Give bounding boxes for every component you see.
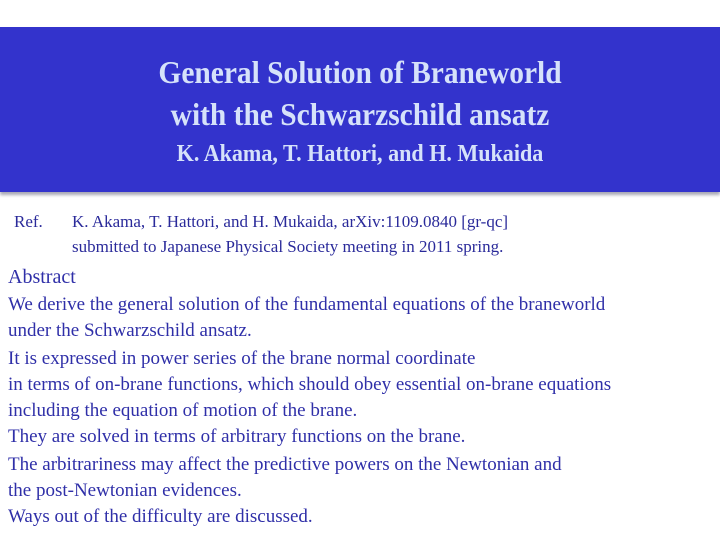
abstract-line: They are solved in terms of arbitrary functions on the brane.	[8, 426, 466, 447]
title-banner	[0, 27, 720, 192]
reference-note: submitted to Japanese Physical Society meeting in 2011 spring.	[72, 237, 504, 256]
authors: K. Akama, T. Hattori, and H. Mukaida	[176, 141, 544, 167]
abstract-heading: Abstract	[8, 266, 76, 288]
abstract-line: under the Schwarzschild ansatz.	[8, 320, 252, 341]
abstract-line: We derive the general solution of the fundamental equations of the braneworld	[8, 294, 606, 315]
abstract-line: the post-Newtonian evidences.	[8, 480, 242, 501]
title-line-2: with the Schwarzschild ansatz	[170, 96, 550, 132]
abstract-line: The arbitrariness may affect the predictive powers on the Newtonian and	[8, 454, 562, 475]
reference-label: Ref.	[14, 212, 43, 231]
abstract-line: in terms of on-brane functions, which should obey essential on-brane equations	[8, 374, 612, 395]
abstract-line: Ways out of the difficulty are discussed.	[8, 506, 313, 527]
title-line-1: General Solution of Braneworld	[158, 54, 562, 90]
reference-citation: K. Akama, T. Hattori, and H. Mukaida, arXiv:1109.0840 [gr-qc]	[72, 212, 509, 231]
abstract-line: It is expressed in power series of the brane normal coordinate	[8, 348, 476, 369]
abstract-section	[8, 264, 611, 530]
abstract-line: including the equation of motion of the brane.	[8, 400, 358, 421]
